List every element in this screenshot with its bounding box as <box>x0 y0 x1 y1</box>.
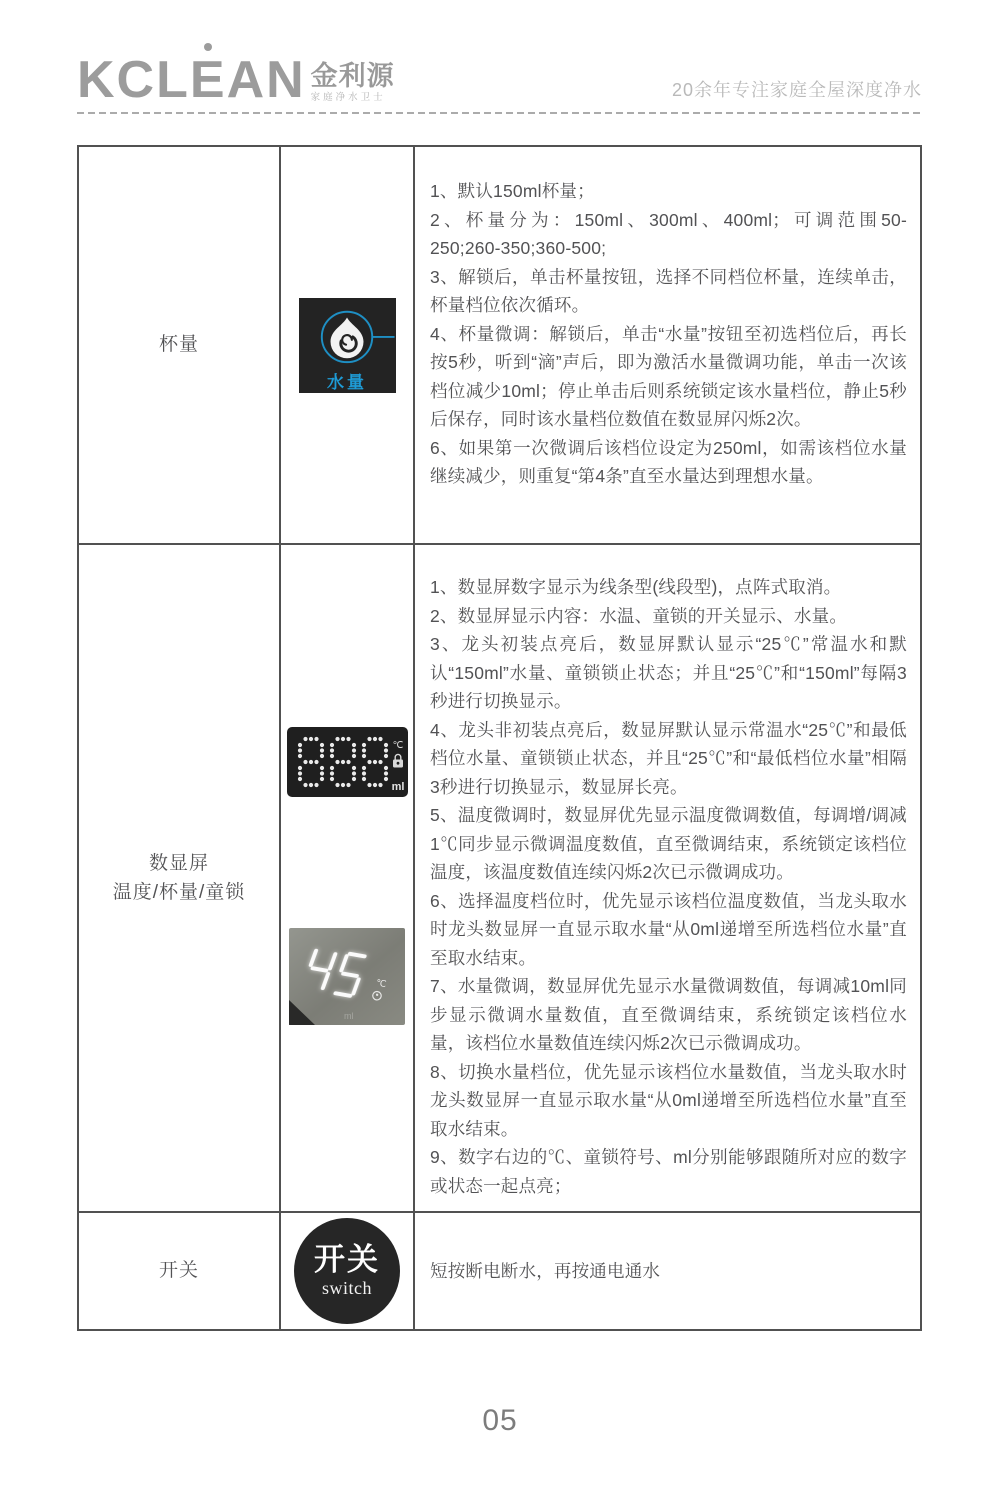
header-divider <box>77 112 922 114</box>
row-cup-volume-media-cell <box>281 147 415 545</box>
instruction-item: 9、数字右边的℃、童锁符号、ml分别能够跟随所对应的数字或状态一起点亮； <box>430 1147 907 1196</box>
celsius-unit-label: ℃ <box>392 739 403 751</box>
switch-button-image <box>294 1218 400 1324</box>
page-header <box>77 44 922 109</box>
instruction-item: 7、水量微调，数显屏优先显示水量微调数值，每调减10ml同步显示微调水量数值，直至微调结束，系统锁定该档位水量，该档位水量数值连续闪烁2次已示微调成功。 <box>430 976 907 1054</box>
instruction-item: 5、温度微调时，数显屏优先显示温度微调数值，每调增/调减1℃同步显示微调温度数值，直至微调结束，系统锁定该档位温度，该温度数值连续闪烁2次已示微调成功。 <box>430 805 907 883</box>
kclean-logo <box>77 51 395 109</box>
water-drop-swirl-icon <box>299 303 396 367</box>
logo-wordmark <box>77 51 306 109</box>
instruction-item: 4、杯量微调：解锁后，单击“水量”按钮至初选档位后，再长按5秒，听到“滴”声后，即为激活水量微调功能，单击一次该档位减少10ml；停止单击后则系统锁定该水量档位，静止5秒后保存，同时该水量档位数值在数显屏闪烁2次。 <box>430 323 907 430</box>
water-volume-button-label: 水量 <box>327 372 367 392</box>
row-switch-media-cell <box>281 1213 415 1329</box>
ml-unit-label: ml <box>391 780 404 793</box>
instruction-item: 8、切换水量档位，优先显示该档位水量数值，当龙头取水时龙头数显屏一直显示取水量“从0ml递增至所选档位水量”直至取水结束。 <box>430 1061 907 1139</box>
logo-text-kcl: KCL <box>77 51 190 109</box>
spec-table <box>77 145 922 1331</box>
instruction-item: 1、默认150ml杯量； <box>430 181 595 201</box>
cup-volume-label: 杯量 <box>158 334 199 356</box>
cup-volume-instructions <box>415 147 920 545</box>
switch-label: 开关 <box>158 1260 199 1282</box>
logo-e-with-dot: E <box>189 51 227 109</box>
dot-matrix-display-image <box>287 727 408 802</box>
instruction-item: 6、如果第一次微调后该档位设定为250ml，如需该档位水量继续减少，则重复“第4条”直至水量达到理想水量。 <box>430 437 907 487</box>
instruction-item: 4、龙头非初装点亮后，数显屏默认显示常温水“25℃”和最低档位水量、童锁锁止状态，并且“25℃”和“最低档位水量”相隔3秒进行切换显示，数显屏长亮。 <box>430 719 907 797</box>
display-label-line2: 温度/杯量/童锁 <box>112 882 246 903</box>
water-volume-button-image <box>299 298 396 393</box>
segment-display-photo <box>289 928 405 1030</box>
row-cup-volume-label-cell <box>79 147 281 545</box>
page-number: 05 <box>482 1404 518 1437</box>
header-tagline: 20余年专注家庭全屋深度净水 <box>671 80 922 100</box>
instruction-item: 3、解锁后，单击杯量按钮，选择不同档位杯量，连续单击，杯量档位依次循环。 <box>430 266 907 316</box>
row-display-label-cell <box>79 545 281 1213</box>
celsius-unit-label: ℃ <box>375 976 388 989</box>
instruction-item: 3、龙头初装点亮后，数显屏默认显示“25℃”常温水和默认“150ml”水量、童锁锁止状态；并且“25℃”和“150ml”每隔3秒进行切换显示。 <box>430 634 907 712</box>
logo-text-an: AN <box>226 51 306 109</box>
ml-unit-faint-label: ml <box>344 1010 354 1021</box>
switch-button-en-label: switch <box>322 1278 372 1299</box>
switch-instructions <box>415 1213 920 1329</box>
logo-chinese-name: 金利源 <box>310 61 395 91</box>
instruction-item: 2、杯量分为：150ml、300ml、400ml；可调范围50-250;260-350;360-500; <box>430 209 907 259</box>
display-instructions <box>415 545 920 1213</box>
instruction-item: 6、选择温度档位时，优先显示该档位温度数值，当龙头取水时龙头数显屏一直显示取水量“从0ml递增至所选档位水量”直至取水结束。 <box>430 890 907 968</box>
row-switch-label-cell <box>79 1213 281 1329</box>
instruction-item: 1、数显屏数字显示为线条型(线段型)，点阵式取消。 <box>430 577 842 597</box>
switch-button-cn-label: 开关 <box>314 1241 380 1277</box>
logo-subtitle: 家庭净水卫士 <box>310 92 386 103</box>
instruction-item: 2、数显屏显示内容：水温、童锁的开关显示、水量。 <box>430 605 848 626</box>
instruction-item: 短按断电断水，再按通电通水 <box>430 1260 661 1281</box>
display-label-line1: 数显屏 <box>148 852 209 874</box>
row-display-media-cell <box>281 545 415 1213</box>
logo-chinese-block <box>311 63 395 103</box>
